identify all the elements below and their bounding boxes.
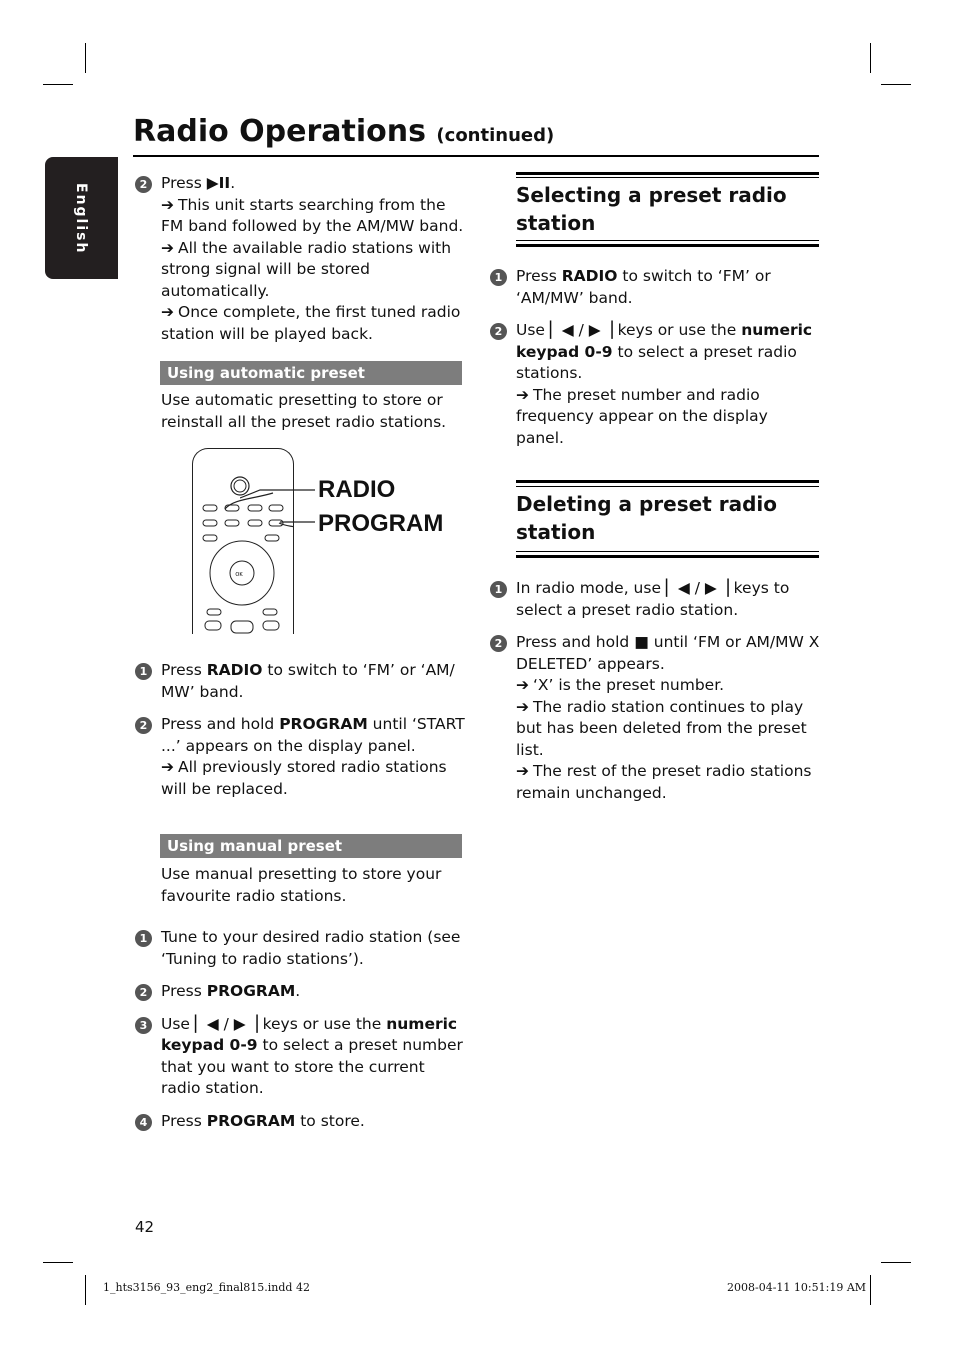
arrow-icon: ➔ (161, 758, 174, 776)
section-rule (516, 177, 819, 178)
page-title-text: Radio Operations (133, 114, 426, 149)
deleting-steps (490, 578, 820, 804)
auto-step-2 (135, 714, 465, 800)
step-text: Press (516, 267, 562, 285)
step-key: RADIO (206, 661, 263, 679)
auto-preset-description: Use automatic presetting to store or reinstall all the preset radio stations. (161, 391, 447, 431)
step-key: PROGRAM (206, 982, 296, 1000)
crop-mark (881, 1262, 911, 1263)
crop-mark (43, 1262, 73, 1263)
step-number: 2 (135, 717, 152, 734)
manual-preset-steps (135, 927, 465, 1132)
footer-timestamp: 2008-04-11 10:51:19 AM (727, 1281, 867, 1294)
step-text: Press and hold (161, 715, 280, 733)
delete-step-2 (490, 632, 820, 804)
step-key: PROGRAM (279, 715, 368, 733)
step-note: The radio station continues to play but has been deleted from the preset list. (516, 697, 807, 759)
svg-text:OK: OK (235, 572, 243, 578)
step-text: Tune to your desired radio station (see ‘Tuning to radio stations’). (161, 928, 461, 968)
delete-step-1 (490, 578, 820, 621)
arrow-icon: ➔ (161, 238, 174, 257)
radio-label: RADIO (318, 476, 396, 503)
arrow-icon: ➔ (516, 762, 529, 780)
step-note: All previously stored radio stations will be replaced. (161, 758, 447, 798)
select-step-2 (490, 320, 820, 449)
step-number: 1 (135, 930, 152, 947)
step-key: numeric keypad 0-9 (516, 321, 813, 361)
step-text: Press (161, 1111, 207, 1130)
section-rule (516, 486, 819, 487)
page-title-continued: (continued) (436, 125, 555, 146)
crop-mark (85, 43, 86, 73)
step-number: 2 (135, 176, 152, 193)
crop-mark (85, 1275, 86, 1305)
crop-mark (870, 1275, 871, 1305)
step-number: 3 (135, 1017, 152, 1034)
section-rule (516, 555, 819, 558)
manual-step-3 (135, 1014, 465, 1100)
step-note: The preset number and radio frequency appear on the display panel. (516, 385, 768, 447)
crop-mark (870, 43, 871, 73)
step-number: 2 (135, 984, 152, 1001)
step-key: numeric keypad 0-9 (161, 1014, 458, 1054)
step-text: . (295, 982, 301, 1000)
selecting-steps (490, 266, 820, 449)
select-step-1 (490, 266, 820, 309)
selecting-heading: Selecting a preset radio station (516, 183, 787, 235)
arrow-icon: ➔ (516, 385, 529, 404)
step-text: to store. (295, 1111, 365, 1130)
step-text: Press (161, 982, 207, 1000)
step-number: 1 (135, 663, 152, 680)
arrow-icon: ➔ (161, 195, 174, 214)
manual-step-1 (135, 927, 465, 970)
step-key: PROGRAM (206, 1111, 296, 1130)
callout-lines (240, 470, 320, 530)
manual-step-4 (135, 1111, 465, 1133)
step-note: The rest of the preset radio stations remain unchanged. (516, 762, 812, 802)
step-text: to select a preset radio stations. (516, 342, 797, 382)
step-number: 1 (490, 269, 507, 286)
manual-preset-description: Use manual presetting to store your favourite radio stations. (161, 865, 442, 905)
auto-preset-heading: Using automatic preset (160, 361, 462, 385)
title-rule (133, 155, 819, 157)
crop-mark (881, 84, 911, 85)
language-label: English (73, 183, 89, 255)
step-number: 2 (490, 323, 507, 340)
step-text: to switch to ‘FM’ or ‘AM/MW’ band. (516, 267, 771, 307)
play-pause-key: ▶II (206, 174, 231, 192)
section-rule (516, 240, 819, 241)
auto-preset-steps (135, 660, 465, 800)
page-number: 42 (135, 1218, 155, 1236)
manual-preset-heading: Using manual preset (160, 834, 462, 858)
language-tab (45, 157, 118, 279)
section-rule (516, 244, 819, 247)
step-note: ‘X’ is the preset number. (533, 676, 725, 694)
step-number: 4 (135, 1114, 152, 1131)
step-note: This unit starts searching from the FM band followed by the AM/MW band. (161, 195, 464, 235)
section-rule (516, 480, 819, 483)
section-rule (516, 172, 819, 175)
step-text: until ‘START ...’ appears on the display panel. (161, 715, 465, 755)
deleting-heading: Deleting a preset radio station (516, 492, 777, 544)
step-text: to switch to ‘FM’ or ‘AM/ MW’ band. (161, 661, 455, 701)
step-text: Press and hold ■ until ‘FM or AM/MW X DELETED’ appears. (516, 633, 820, 673)
intro-step (135, 173, 465, 345)
step-text: Press (161, 661, 207, 679)
step-text: Use ▏◀ / ▶▕ keys or use the (516, 321, 742, 339)
step-text: to select a preset number that you want to store the current radio station. (161, 1036, 463, 1097)
step-key: RADIO (561, 267, 618, 285)
page-title (133, 112, 554, 156)
footer-file: 1_hts3156_93_eng2_final815.indd 42 (103, 1281, 310, 1294)
arrow-icon: ➔ (516, 676, 529, 694)
step-number: 2 (490, 635, 507, 652)
step-text: In radio mode, use ▏◀ / ▶▕ keys to select a preset radio station. (516, 579, 790, 619)
step-number: 1 (490, 581, 507, 598)
step-text: Use ▏◀ / ▶▕ keys or use the (161, 1014, 387, 1033)
step-note: Once complete, the first tuned radio station will be played back. (161, 303, 461, 343)
crop-mark (43, 84, 73, 85)
arrow-icon: ➔ (161, 303, 174, 321)
step-end: . (230, 174, 236, 192)
auto-step-1 (135, 660, 465, 703)
program-label: PROGRAM (318, 510, 444, 537)
arrow-icon: ➔ (516, 697, 529, 716)
manual-step-2 (135, 981, 465, 1003)
step-note: All the available radio stations with strong signal will be stored automatically. (161, 238, 452, 300)
step-text: Press (161, 174, 202, 192)
section-rule (516, 551, 819, 552)
